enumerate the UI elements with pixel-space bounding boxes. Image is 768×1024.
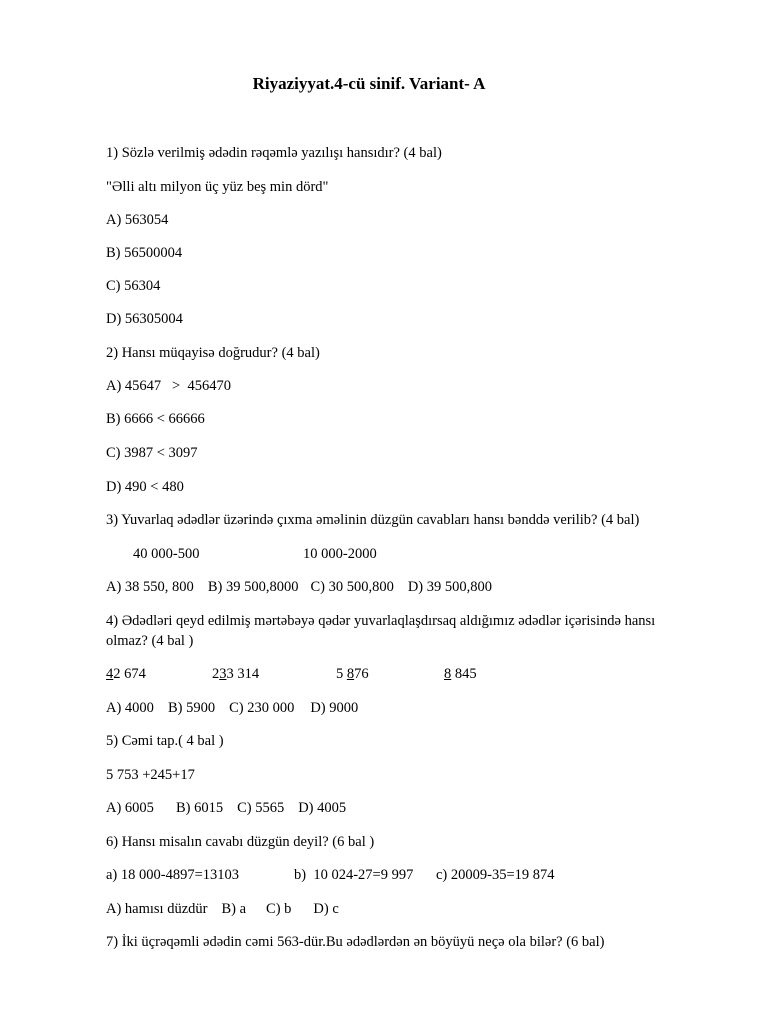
question-4-number: 8 845 <box>444 666 477 682</box>
question-4: 4) Ədədləri qeyd edilmiş mərtəbəyə qədər yuvarlaqlaşdırsaq aldığımız ədədlər içərisində hansı olmaz? (4 bal ) <box>106 613 656 649</box>
underlined-digit: 4 <box>106 666 114 682</box>
question-2-option-c: C) 3987 < 3097 <box>106 445 198 461</box>
question-5: 5) Cəmi tap.( 4 bal ) <box>106 733 224 749</box>
question-5-option-a: A) 6005 <box>106 800 154 816</box>
question-4-number: 233 314 <box>212 666 260 682</box>
question-2: 2) Hansı müqayisə doğrudur? (4 bal) <box>106 345 320 361</box>
underlined-digit: 8 <box>444 666 452 682</box>
question-3-option-d: D) 39 500,800 <box>407 579 492 595</box>
question-4-option-a: A) 4000 <box>106 700 154 716</box>
question-2-option-b: B) 6666 < 66666 <box>106 411 205 427</box>
question-4-options <box>106 698 358 718</box>
question-7: 7) İki üçrəqəmli ədədin cəmi 563-dür.Bu ədədlərdən ən böyüyü neçə ola bilər? (6 bal) <box>106 934 605 950</box>
question-4-option-c: C) 230 000 <box>229 700 295 716</box>
question-4-option-b: B) 5900 <box>167 700 216 716</box>
question-6-option-a: A) hamısı düzdür <box>106 901 208 917</box>
question-4-option-d: D) 9000 <box>310 700 359 716</box>
question-6-option-d: D) c <box>313 901 339 917</box>
question-6-option-b: B) a <box>221 901 247 917</box>
question-5-option-b: B) 6015 <box>175 800 224 816</box>
question-1: 1) Sözlə verilmiş ədədin rəqəmlə yazılışı hansıdır? (4 bal) <box>106 145 442 161</box>
underlined-digit: 3 <box>219 666 227 682</box>
question-3-expression-2: 10 000-2000 <box>303 546 377 562</box>
question-2-option-d: D) 490 < 480 <box>106 479 184 495</box>
question-6-options <box>106 899 339 919</box>
question-5-option-c: C) 5565 <box>237 800 285 816</box>
question-6-option-c: C) b <box>266 901 292 917</box>
question-1-option-d: D) 56305004 <box>106 311 183 327</box>
question-3-option-c: C) 30 500,800 <box>310 579 394 595</box>
question-1-option-a: A) 563054 <box>106 212 169 228</box>
question-6-example-c: c) 20009-35=19 874 <box>436 867 555 883</box>
question-3-expression-1: 40 000-500 <box>133 546 200 562</box>
question-4-number: 42 674 <box>106 666 146 682</box>
question-1-option-c: C) 56304 <box>106 278 161 294</box>
question-5-options <box>106 798 346 818</box>
question-6: 6) Hansı misalın cavabı düzgün deyil? (6 bal ) <box>106 834 375 850</box>
question-5-expression: 5 753 +245+17 <box>106 767 195 783</box>
question-6-example-b: b) 10 024-27=9 997 <box>294 867 414 883</box>
question-5-option-d: D) 4005 <box>298 800 347 816</box>
question-6-example-a: a) 18 000-4897=13103 <box>106 867 240 883</box>
question-1-prompt: "Əlli altı milyon üç yüz beş min dörd" <box>106 179 329 195</box>
question-3-option-a: A) 38 550, 800 <box>106 579 194 595</box>
question-1-option-b: B) 56500004 <box>106 245 183 261</box>
question-3-options <box>106 577 492 597</box>
question-3-option-b: B) 39 500,8000 <box>207 579 299 595</box>
question-3: 3) Yuvarlaq ədədlər üzərində çıxma əməlinin düzgün cavabları hansı bənddə verilib? (4 bal) <box>106 512 640 528</box>
underlined-digit: 8 <box>346 666 355 682</box>
question-4-number: 5 876 <box>336 666 369 682</box>
document-title: Riyaziyyat.4-cü sinif. Variant- A <box>252 74 486 93</box>
question-2-option-a: A) 45647 > 456470 <box>106 378 231 394</box>
